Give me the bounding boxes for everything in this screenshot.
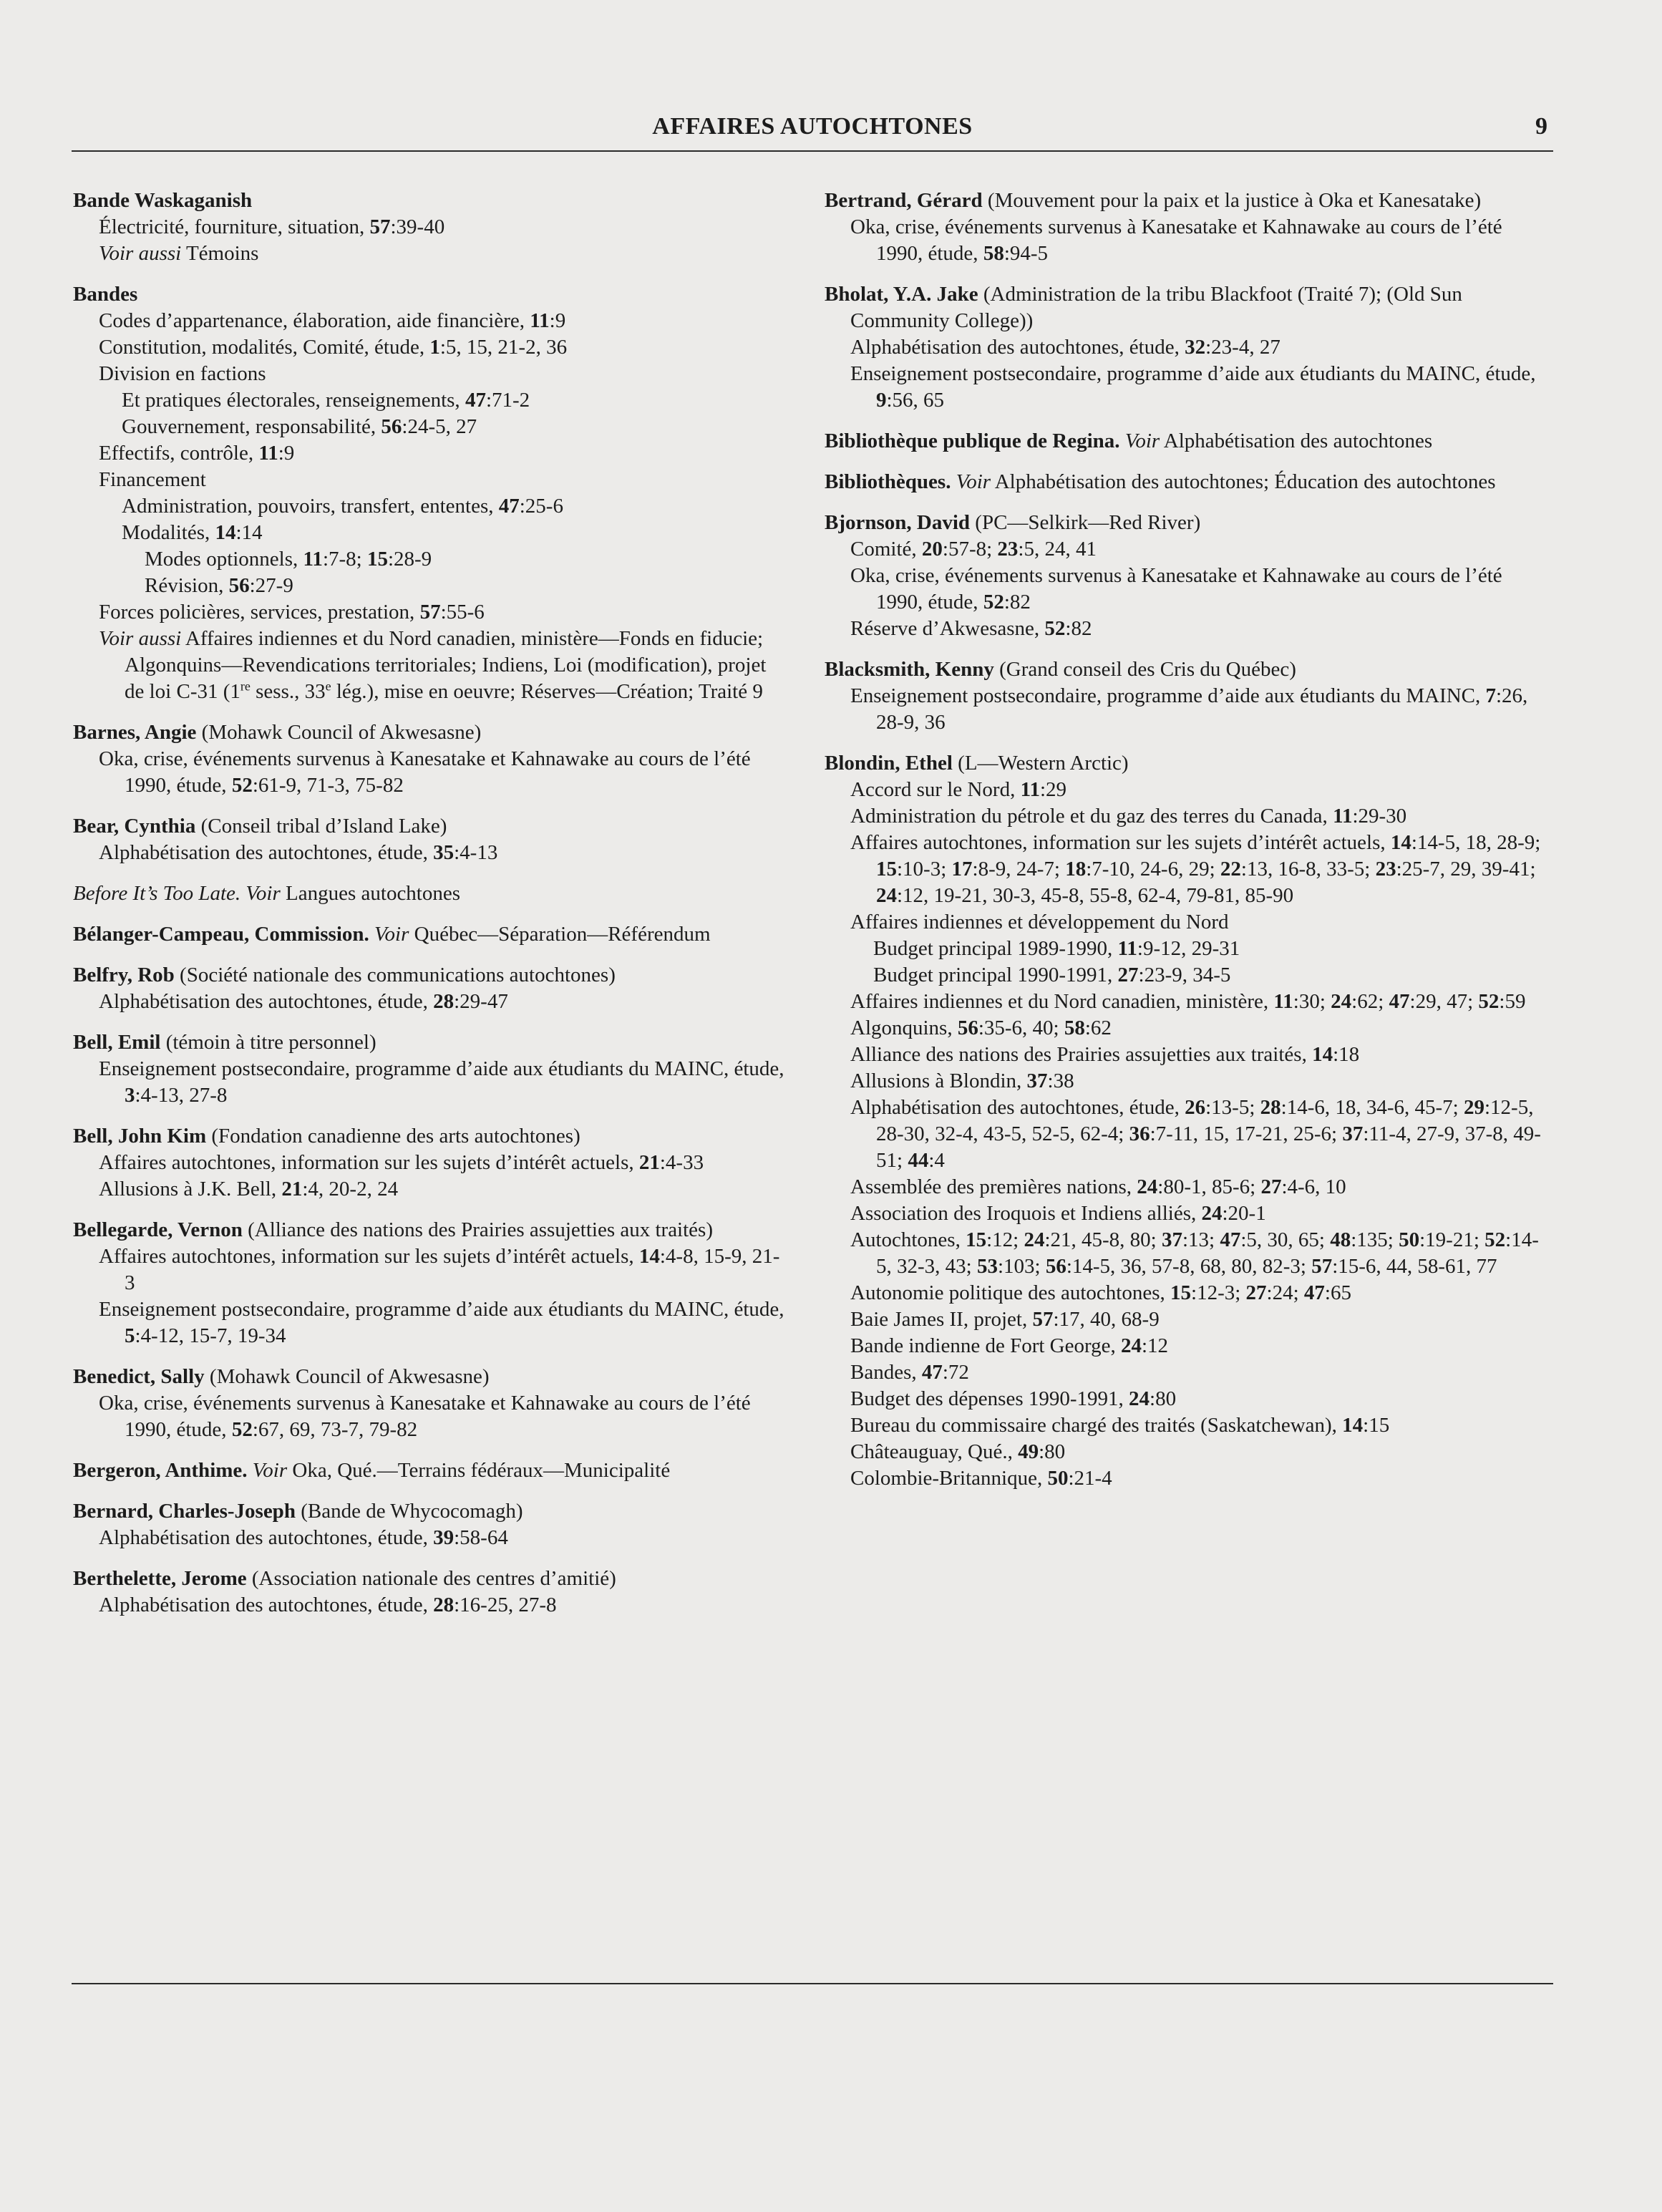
entry-subitem: Oka, crise, événements survenus à Kanesatake et Kahnawake au cours de l’été 1990, étude, 52:82 bbox=[850, 564, 1502, 613]
entry-subitem: Alphabétisation des autochtones, étude, 28:29-47 bbox=[99, 990, 508, 1013]
entry-heading: Bell, John Kim (Fondation canadienne des arts autochtones) bbox=[73, 1125, 580, 1148]
entry-subitem: Oka, crise, événements survenus à Kanesatake et Kahnawake au cours de l’été 1990, étude, 52:61-9, 71-3, 75-82 bbox=[99, 747, 751, 797]
index-entry bbox=[73, 962, 789, 1015]
entry-heading: Bellegarde, Vernon (Alliance des nations des Prairies assujetties aux traités) bbox=[73, 1218, 713, 1241]
index-entry bbox=[825, 188, 1547, 267]
entry-subitem: Budget principal 1990-1991, 27:23-9, 34-5 bbox=[873, 964, 1231, 986]
entry-heading: Bernard, Charles-Joseph (Bande de Whycocomagh) bbox=[73, 1500, 523, 1523]
index-entry bbox=[825, 281, 1547, 414]
entry-heading: Bibliothèques. Voir Alphabétisation des autochtones; Éducation des autochtones bbox=[825, 470, 1496, 493]
entry-subitem: Oka, crise, événements survenus à Kanesatake et Kahnawake au cours de l’été 1990, étude, 58:94-5 bbox=[850, 215, 1502, 265]
entry-subitem: Allusions à J.K. Bell, 21:4, 20-2, 24 bbox=[99, 1178, 399, 1200]
entry-heading: Bélanger-Campeau, Commission. Voir Québec—Séparation—Référendum bbox=[73, 923, 711, 946]
entry-subitem: Association des Iroquois et Indiens alliés, 24:20-1 bbox=[850, 1202, 1266, 1225]
entry-heading: Blondin, Ethel (L—Western Arctic) bbox=[825, 752, 1129, 775]
entry-subitem: Alphabétisation des autochtones, étude, 26:13-5; 28:14-6, 18, 34-6, 45-7; 29:12-5, 28-30, 32-4, 43-5, 52-5, 62-4; 36:7-11, 15, 17-21, 25-6; 37:11-4, 27-9, 37-8, 49-51; 44:4 bbox=[850, 1096, 1541, 1172]
entry-subitem: Constitution, modalités, Comité, étude, 1:5, 15, 21-2, 36 bbox=[99, 336, 568, 359]
entry-heading: Barnes, Angie (Mohawk Council of Akwesasne) bbox=[73, 721, 482, 744]
entry-subitem: Allusions à Blondin, 37:38 bbox=[850, 1069, 1074, 1092]
index-entry bbox=[73, 188, 789, 267]
entry-subitem: Comité, 20:57-8; 23:5, 24, 41 bbox=[850, 538, 1097, 561]
entry-subitem: Bande indienne de Fort George, 24:12 bbox=[850, 1334, 1169, 1357]
entry-subitem: Alphabétisation des autochtones, étude, 28:16-25, 27-8 bbox=[99, 1593, 557, 1616]
entry-subitem: Forces policières, services, prestation, 57:55-6 bbox=[99, 601, 485, 624]
index-entry bbox=[825, 750, 1547, 1492]
index-entry bbox=[73, 1029, 789, 1109]
entry-heading: Bholat, Y.A. Jake (Administration de la tribu Blackfoot (Traité 7); (Old Sun Community College)) bbox=[825, 283, 1462, 332]
page-number: 9 bbox=[1535, 113, 1547, 140]
index-entry bbox=[73, 1123, 789, 1203]
header-rule bbox=[72, 150, 1553, 152]
entry-subitem: Codes d’appartenance, élaboration, aide financière, 11:9 bbox=[99, 309, 566, 332]
entry-heading: Benedict, Sally (Mohawk Council of Akwesasne) bbox=[73, 1365, 490, 1388]
entry-cross-reference: Voir aussi Témoins bbox=[99, 242, 259, 265]
index-entry bbox=[73, 1566, 789, 1619]
entry-subitem: Financement bbox=[99, 468, 206, 491]
index-entry bbox=[825, 656, 1547, 736]
entry-subitem: Alliance des nations des Prairies assujetties aux traités, 14:18 bbox=[850, 1043, 1360, 1066]
entry-heading: Bergeron, Anthime. Voir Oka, Qué.—Terrains fédéraux—Municipalité bbox=[73, 1459, 671, 1482]
entry-subitem: Accord sur le Nord, 11:29 bbox=[850, 778, 1067, 801]
entry-subitem: Enseignement postsecondaire, programme d’aide aux étudiants du MAINC, 7:26, 28-9, 36 bbox=[850, 684, 1528, 734]
entry-heading: Blacksmith, Kenny (Grand conseil des Cris du Québec) bbox=[825, 658, 1296, 681]
entry-subitem: Affaires autochtones, information sur les sujets d’intérêt actuels, 21:4-33 bbox=[99, 1151, 704, 1174]
entry-subitem: Assemblée des premières nations, 24:80-1, 85-6; 27:4-6, 10 bbox=[850, 1175, 1346, 1198]
index-entry bbox=[825, 469, 1547, 495]
entry-heading: Belfry, Rob (Société nationale des communications autochtones) bbox=[73, 964, 616, 986]
entry-subitem: Bandes, 47:72 bbox=[850, 1361, 969, 1384]
entry-subitem: Affaires autochtones, information sur les sujets d’intérêt actuels, 14:4-8, 15-9, 21-3 bbox=[99, 1245, 780, 1294]
entry-subitem: Administration du pétrole et du gaz des terres du Canada, 11:29-30 bbox=[850, 805, 1407, 828]
entry-subitem: Enseignement postsecondaire, programme d’aide aux étudiants du MAINC, étude, 9:56, 65 bbox=[850, 362, 1536, 412]
entry-subitem: Affaires autochtones, information sur les sujets d’intérêt actuels, 14:14-5, 18, 28-9; 15:10-3; 17:8-9, 24-7; 18:7-10, 24-6, 29; 22:13, 16-8, 33-5; 23:25-7, 29, 39-41; 24:12, 19-21, 30-3, 45-8, 55-8, 62-4, 79-81, 85-90 bbox=[850, 831, 1541, 907]
entry-subitem: Réserve d’Akwesasne, 52:82 bbox=[850, 617, 1092, 640]
entry-subitem: Enseignement postsecondaire, programme d’aide aux étudiants du MAINC, étude, 3:4-13, 27-8 bbox=[99, 1057, 784, 1107]
entry-subitem: Gouvernement, responsabilité, 56:24-5, 27 bbox=[122, 415, 477, 438]
entry-heading: Before It’s Too Late. Voir Langues autochtones bbox=[73, 882, 461, 905]
index-entry bbox=[73, 881, 789, 907]
entry-subitem: Et pratiques électorales, renseignements, 47:71-2 bbox=[122, 389, 530, 412]
index-entry bbox=[73, 281, 789, 705]
entry-heading: Bjornson, David (PC—Selkirk—Red River) bbox=[825, 511, 1201, 534]
index-entry bbox=[73, 921, 789, 948]
index-entry bbox=[73, 1364, 789, 1443]
entry-subitem: Autochtones, 15:12; 24:21, 45-8, 80; 37:13; 47:5, 30, 65; 48:135; 50:19-21; 52:14-5, 32-3, 43; 53:103; 56:14-5, 36, 57-8, 68, 80, 82-3; 57:15-6, 44, 58-61, 77 bbox=[850, 1228, 1539, 1278]
page-header bbox=[72, 113, 1553, 150]
entry-heading: Bibliothèque publique de Regina. Voir Alphabétisation des autochtones bbox=[825, 430, 1433, 452]
index-entry bbox=[825, 510, 1547, 642]
entry-subitem: Autonomie politique des autochtones, 15:12-3; 27:24; 47:65 bbox=[850, 1281, 1351, 1304]
entry-subitem: Baie James II, projet, 57:17, 40, 68-9 bbox=[850, 1308, 1160, 1331]
entry-heading: Bandes bbox=[73, 283, 138, 306]
entry-subitem: Affaires indiennes et développement du Nord bbox=[850, 911, 1229, 933]
entry-heading: Bear, Cynthia (Conseil tribal d’Island Lake) bbox=[73, 815, 447, 838]
entry-subitem: Budget principal 1989-1990, 11:9-12, 29-31 bbox=[873, 937, 1240, 960]
entry-subitem: Affaires indiennes et du Nord canadien, ministère, 11:30; 24:62; 47:29, 47; 52:59 bbox=[850, 990, 1526, 1013]
entry-subitem: Colombie-Britannique, 50:21-4 bbox=[850, 1467, 1112, 1490]
entry-heading: Bell, Emil (témoin à titre personnel) bbox=[73, 1031, 376, 1054]
index-entry bbox=[73, 719, 789, 799]
footer-rule bbox=[72, 1983, 1553, 1984]
entry-subitem: Effectifs, contrôle, 11:9 bbox=[99, 442, 295, 465]
entry-subitem: Enseignement postsecondaire, programme d’aide aux étudiants du MAINC, étude, 5:4-12, 15-7, 19-34 bbox=[99, 1298, 784, 1347]
entry-subitem: Électricité, fourniture, situation, 57:39-40 bbox=[99, 215, 445, 238]
left-column bbox=[73, 188, 789, 1633]
entry-subitem: Châteauguay, Qué., 49:80 bbox=[850, 1440, 1066, 1463]
page-title: AFFAIRES AUTOCHTONES bbox=[652, 113, 973, 140]
index-entry bbox=[73, 813, 789, 866]
entry-subitem: Oka, crise, événements survenus à Kanesatake et Kahnawake au cours de l’été 1990, étude, 52:67, 69, 73-7, 79-82 bbox=[99, 1392, 751, 1441]
entry-subitem: Alphabétisation des autochtones, étude, 32:23-4, 27 bbox=[850, 336, 1280, 359]
entry-heading: Berthelette, Jerome (Association nationale des centres d’amitié) bbox=[73, 1567, 616, 1590]
entry-subitem: Révision, 56:27-9 bbox=[145, 574, 293, 597]
entry-subitem: Bureau du commissaire chargé des traités (Saskatchewan), 14:15 bbox=[850, 1414, 1390, 1437]
entry-subitem: Alphabétisation des autochtones, étude, 35:4-13 bbox=[99, 841, 498, 864]
entry-heading: Bande Waskaganish bbox=[73, 189, 253, 212]
entry-subitem: Modes optionnels, 11:7-8; 15:28-9 bbox=[145, 548, 432, 571]
entry-subitem: Division en factions bbox=[99, 362, 266, 385]
entry-subitem: Modalités, 14:14 bbox=[122, 521, 263, 544]
index-entry bbox=[73, 1498, 789, 1551]
index-entry bbox=[73, 1217, 789, 1349]
entry-subitem: Algonquins, 56:35-6, 40; 58:62 bbox=[850, 1017, 1112, 1039]
entry-subitem: Alphabétisation des autochtones, étude, 39:58-64 bbox=[99, 1526, 508, 1549]
entry-subitem: Budget des dépenses 1990-1991, 24:80 bbox=[850, 1387, 1177, 1410]
entry-subitem: Administration, pouvoirs, transfert, ententes, 47:25-6 bbox=[122, 495, 563, 518]
entry-heading: Bertrand, Gérard (Mouvement pour la paix et la justice à Oka et Kanesatake) bbox=[825, 189, 1482, 212]
index-entry bbox=[825, 428, 1547, 455]
index-entry bbox=[73, 1457, 789, 1484]
entry-cross-reference: Voir aussi Affaires indiennes et du Nord canadien, ministère—Fonds en fiducie; Algonquins—Revendications territoriales; Indiens, Loi (modification), projet de loi C-31 (1re sess., 33e lég.), mise en oeuvre; Réserves—Création; Traité 9 bbox=[99, 627, 767, 703]
right-column bbox=[825, 188, 1547, 1506]
